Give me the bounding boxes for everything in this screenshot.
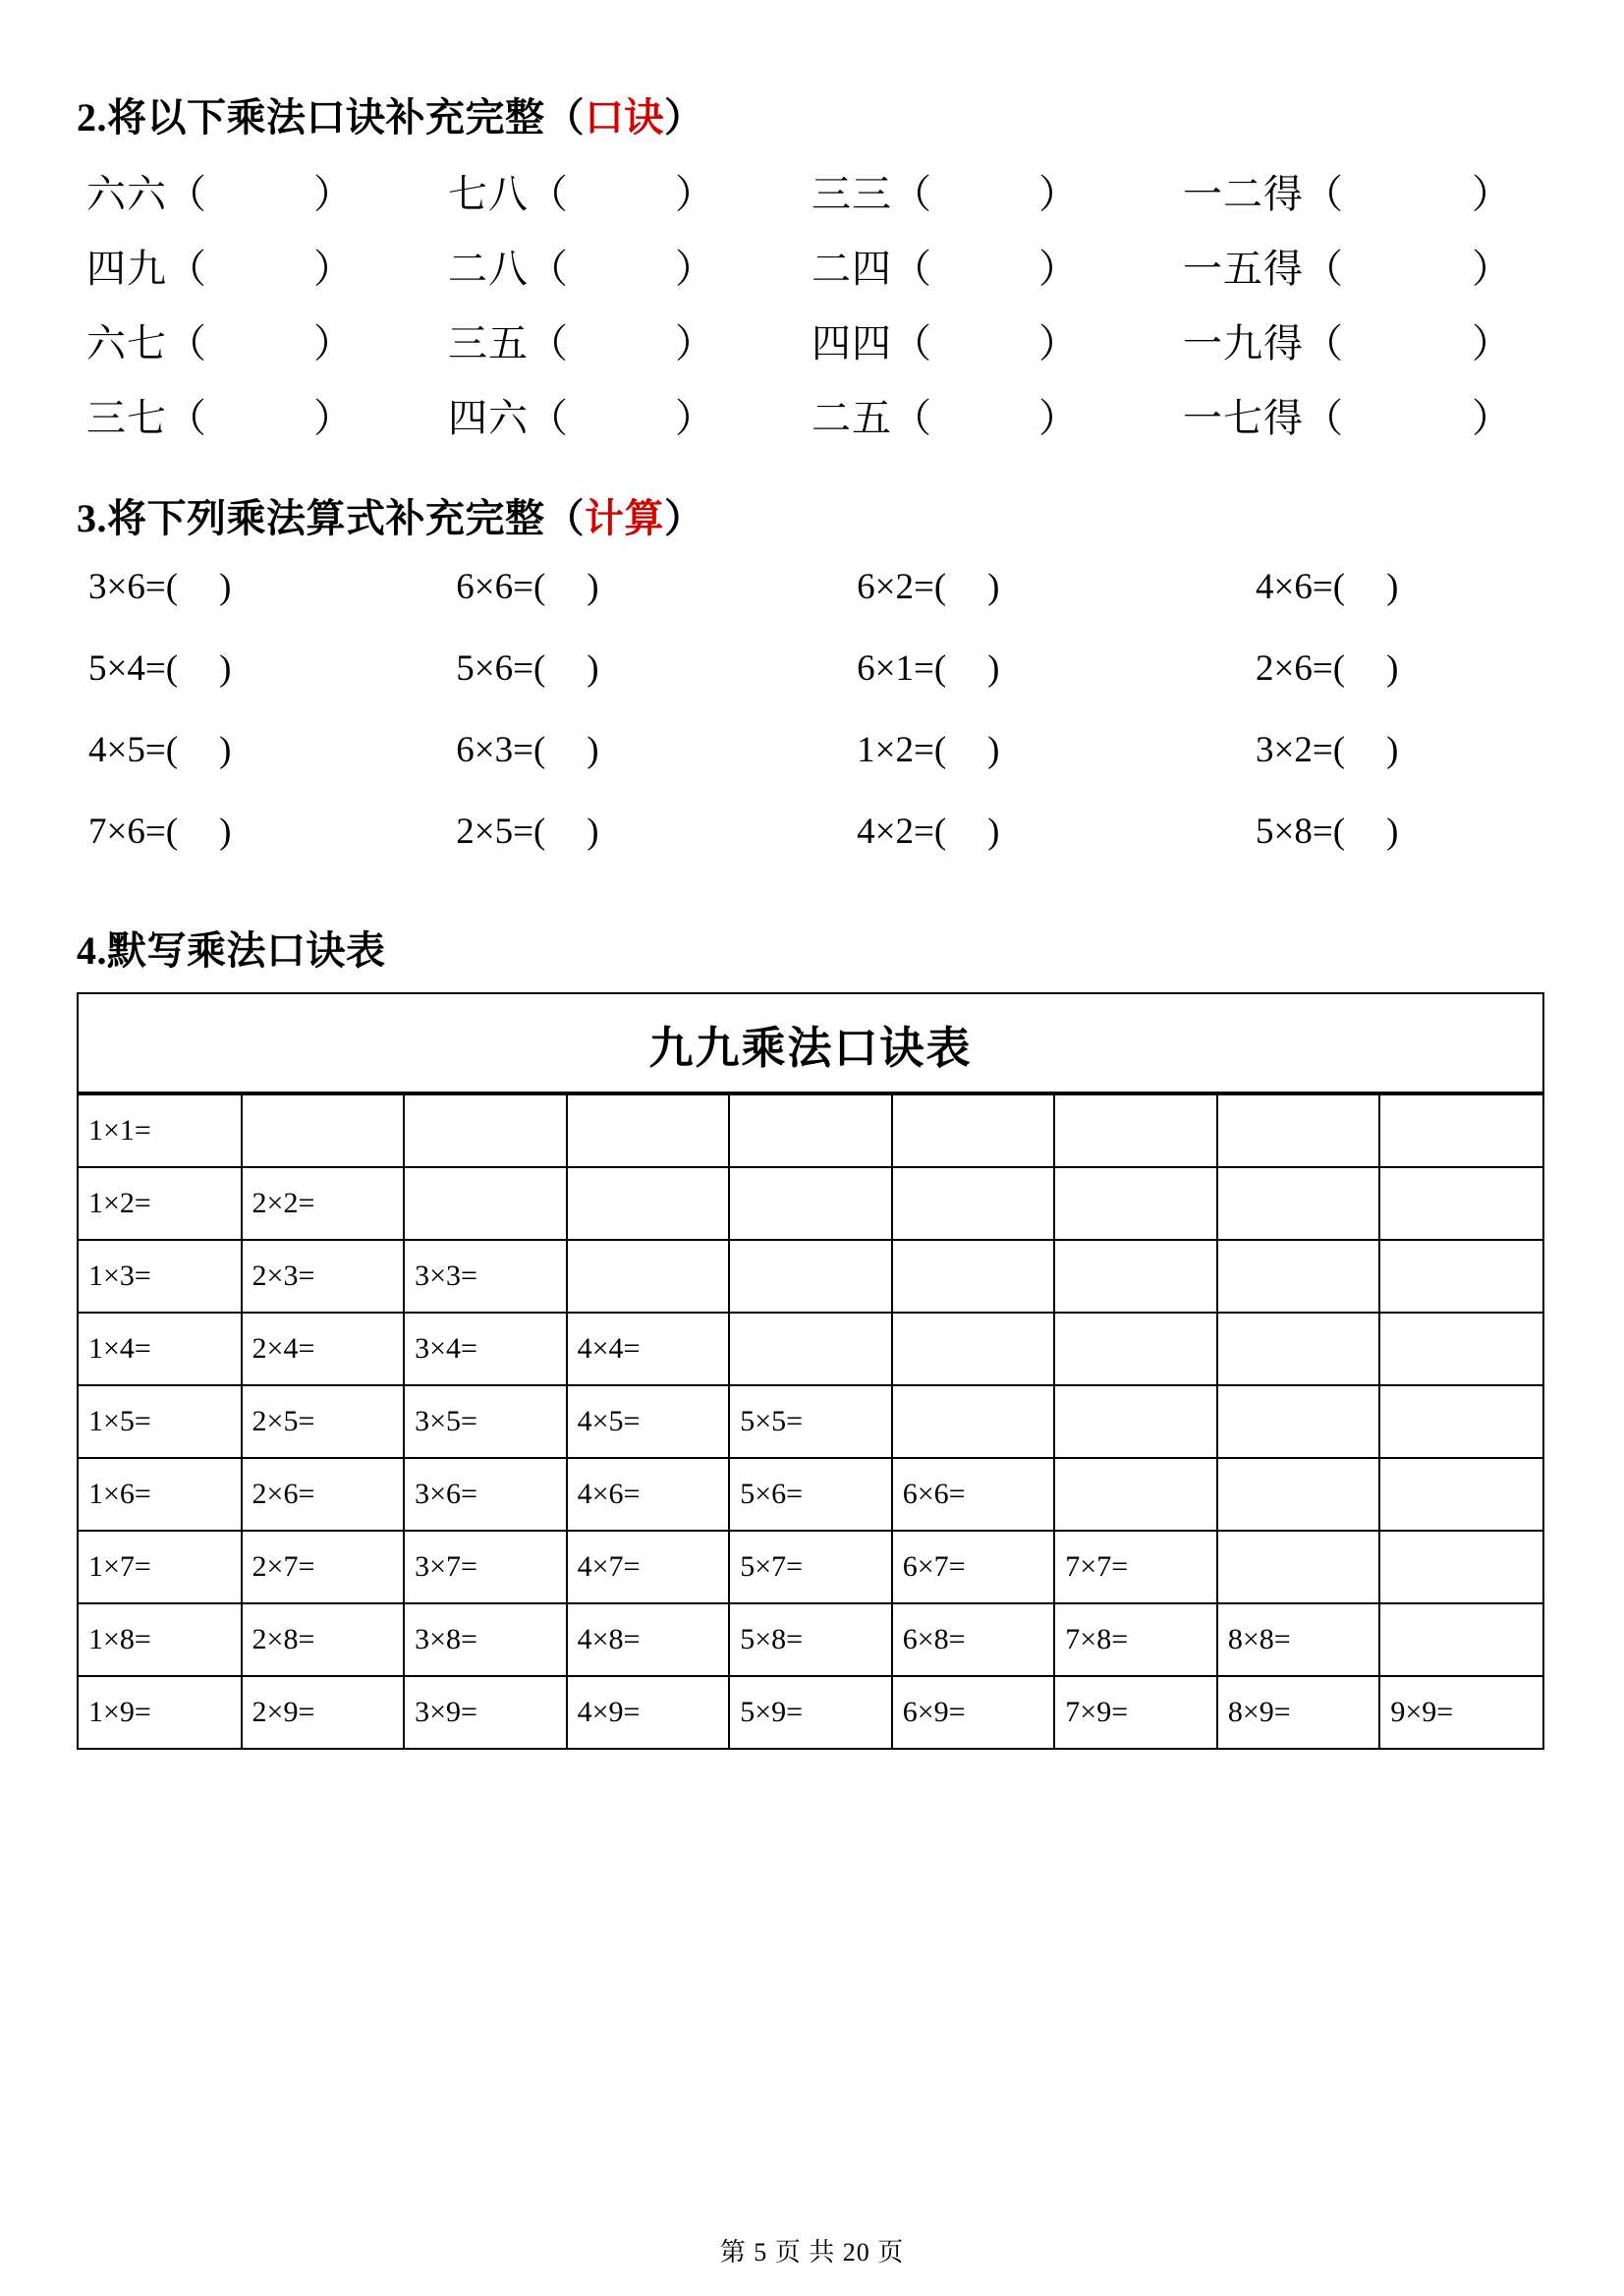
multiplication-prompt: 6×1=(	[857, 648, 947, 689]
table-cell[interactable]	[567, 1094, 730, 1167]
multiplication-prompt: 6×2=(	[857, 567, 947, 607]
table-cell[interactable]: 6×6=	[892, 1458, 1055, 1531]
multiplication-close: )	[587, 730, 599, 770]
oral-formula-close: ）	[1038, 396, 1078, 440]
oral-formula-row	[86, 387, 1547, 462]
oral-formula-item	[812, 163, 1183, 219]
oral-formula-close: ）	[313, 247, 353, 291]
multiplication-block	[77, 566, 1547, 892]
table-row	[79, 1385, 1542, 1458]
section-4-heading	[77, 927, 1547, 975]
multiplication-close: )	[587, 567, 599, 607]
oral-formula-prompt: 三七（	[86, 396, 207, 440]
multiplication-row	[88, 566, 1547, 647]
oral-formula-item	[1183, 387, 1517, 443]
oral-formula-close: ）	[1038, 321, 1078, 365]
table-row	[79, 1603, 1542, 1676]
multiplication-prompt: 2×6=(	[1256, 648, 1346, 689]
table-cell[interactable]	[1054, 1458, 1217, 1531]
table-cell[interactable]: 2×4=	[242, 1313, 405, 1385]
table-cell[interactable]	[1379, 1240, 1542, 1313]
table-cell[interactable]: 7×9=	[1054, 1676, 1217, 1748]
table-cell[interactable]: 2×5=	[242, 1385, 405, 1458]
multiplication-close: )	[219, 812, 232, 852]
table-cell[interactable]: 8×8=	[1217, 1603, 1380, 1676]
table-cell[interactable]	[1379, 1167, 1542, 1240]
table-cell[interactable]: 4×9=	[567, 1676, 730, 1748]
table-cell[interactable]	[1054, 1313, 1217, 1385]
oral-formula-close: ）	[313, 396, 353, 440]
table-cell[interactable]: 6×9=	[892, 1676, 1055, 1748]
oral-formula-item	[448, 387, 812, 443]
oral-formula-row	[86, 163, 1547, 238]
table-cell[interactable]: 9×9=	[1379, 1676, 1542, 1748]
oral-formula-prompt: 一五得（	[1183, 247, 1344, 291]
table-cell[interactable]	[1379, 1458, 1542, 1531]
oral-formula-prompt: 三三（	[812, 172, 932, 216]
oral-formula-item	[86, 387, 448, 443]
table-cell[interactable]: 6×8=	[892, 1603, 1055, 1676]
section-4-number: 4.	[77, 928, 107, 973]
multiplication-close: )	[987, 812, 1000, 852]
table-cell[interactable]: 3×4=	[404, 1313, 567, 1385]
oral-formula-close: ）	[675, 247, 714, 291]
multiplication-prompt: 4×2=(	[857, 812, 947, 852]
table-cell[interactable]: 4×4=	[567, 1313, 730, 1385]
table-cell[interactable]: 7×8=	[1054, 1603, 1217, 1676]
table-cell[interactable]: 5×9=	[729, 1676, 892, 1748]
table-cell[interactable]	[1054, 1385, 1217, 1458]
oral-formula-item	[1183, 238, 1517, 294]
table-cell[interactable]: 3×7=	[404, 1531, 567, 1603]
oral-formula-prompt: 三五（	[448, 321, 569, 365]
oral-formula-prompt: 四九（	[86, 247, 207, 291]
multiplication-close: )	[987, 730, 1000, 770]
table-cell[interactable]: 4×7=	[567, 1531, 730, 1603]
oral-formula-item	[1183, 163, 1517, 219]
multiplication-item	[456, 566, 857, 608]
section-3-heading	[77, 495, 1547, 542]
table-cell[interactable]	[1379, 1094, 1542, 1167]
section-4-title: 默写乘法口诀表	[107, 928, 386, 973]
section-3-number: 3.	[77, 496, 107, 540]
oral-formula-prompt: 四四（	[812, 321, 932, 365]
section-3-accent: 计算	[585, 496, 664, 540]
table-cell[interactable]	[1054, 1167, 1217, 1240]
oral-formula-prompt: 二四（	[812, 247, 932, 291]
table-cell[interactable]: 3×8=	[404, 1603, 567, 1676]
table-cell[interactable]: 5×5=	[729, 1385, 892, 1458]
table-cell[interactable]	[1217, 1094, 1380, 1167]
multiplication-prompt: 5×8=(	[1256, 812, 1346, 852]
table-cell[interactable]	[892, 1167, 1055, 1240]
oral-formula-close: ）	[313, 321, 353, 365]
oral-formula-prompt: 一九得（	[1183, 321, 1344, 365]
table-cell[interactable]: 4×5=	[567, 1385, 730, 1458]
multiplication-prompt: 4×5=(	[88, 730, 179, 770]
table-cell[interactable]: 5×6=	[729, 1458, 892, 1531]
oral-formula-close: ）	[675, 172, 714, 216]
oral-formula-close: ）	[1472, 247, 1511, 291]
oral-formula-close: ）	[313, 172, 353, 216]
multiplication-table-wrapper	[77, 992, 1544, 1750]
multiplication-prompt: 1×2=(	[857, 730, 947, 770]
oral-formula-item	[812, 312, 1183, 368]
table-cell[interactable]	[1379, 1385, 1542, 1458]
table-cell[interactable]: 1×7=	[79, 1531, 242, 1603]
multiplication-prompt: 3×6=(	[88, 567, 179, 607]
table-cell[interactable]: 2×8=	[242, 1603, 405, 1676]
oral-formula-item	[448, 238, 812, 294]
table-row	[79, 1531, 1542, 1603]
multiplication-item	[857, 811, 1256, 853]
table-cell[interactable]: 3×6=	[404, 1458, 567, 1531]
oral-formula-item	[448, 312, 812, 368]
oral-formula-block	[77, 163, 1547, 462]
table-row	[79, 1313, 1542, 1385]
oral-formula-item	[86, 312, 448, 368]
multiplication-prompt: 4×6=(	[1256, 567, 1346, 607]
table-cell[interactable]: 2×3=	[242, 1240, 405, 1313]
table-cell[interactable]: 6×7=	[892, 1531, 1055, 1603]
multiplication-close: )	[587, 648, 599, 689]
multiplication-item	[1256, 647, 1547, 690]
multiplication-item	[1256, 729, 1547, 771]
oral-formula-close: ）	[1472, 396, 1511, 440]
multiplication-item	[456, 729, 857, 771]
table-cell[interactable]: 3×9=	[404, 1676, 567, 1748]
table-cell[interactable]: 5×7=	[729, 1531, 892, 1603]
multiplication-item	[456, 811, 857, 853]
multiplication-close: )	[1386, 730, 1399, 770]
table-cell[interactable]	[404, 1167, 567, 1240]
multiplication-row	[88, 811, 1547, 892]
table-cell[interactable]	[1054, 1094, 1217, 1167]
table-row	[79, 1240, 1542, 1313]
page-footer: 第 5 页 共 20 页	[719, 2238, 905, 2267]
oral-formula-prompt: 六六（	[86, 172, 207, 216]
table-cell[interactable]	[1217, 1240, 1380, 1313]
oral-formula-row	[86, 312, 1547, 387]
table-cell[interactable]	[1379, 1531, 1542, 1603]
table-cell[interactable]	[1217, 1458, 1380, 1531]
multiplication-table-title: 九九乘法口诀表	[79, 994, 1542, 1093]
table-cell[interactable]: 2×6=	[242, 1458, 405, 1531]
multiplication-prompt: 5×6=(	[456, 648, 546, 689]
oral-formula-prompt: 二五（	[812, 396, 932, 440]
oral-formula-item	[812, 387, 1183, 443]
table-cell[interactable]: 3×3=	[404, 1240, 567, 1313]
table-cell[interactable]	[892, 1240, 1055, 1313]
table-cell[interactable]	[1217, 1385, 1380, 1458]
oral-formula-item	[1183, 312, 1517, 368]
multiplication-table	[79, 1093, 1542, 1748]
table-cell[interactable]: 5×8=	[729, 1603, 892, 1676]
oral-formula-prompt: 六七（	[86, 321, 207, 365]
multiplication-item	[456, 647, 857, 690]
multiplication-prompt: 6×6=(	[456, 567, 546, 607]
table-cell[interactable]	[567, 1240, 730, 1313]
table-row	[79, 1458, 1542, 1531]
oral-formula-row	[86, 238, 1547, 312]
table-cell[interactable]: 7×7=	[1054, 1531, 1217, 1603]
multiplication-item	[857, 729, 1256, 771]
oral-formula-prompt: 一七得（	[1183, 396, 1344, 440]
oral-formula-close: ）	[1472, 321, 1511, 365]
table-cell[interactable]: 1×3=	[79, 1240, 242, 1313]
table-row	[79, 1094, 1542, 1167]
table-cell[interactable]	[567, 1167, 730, 1240]
oral-formula-close: ）	[675, 396, 714, 440]
section-3-title-end: ）	[664, 496, 704, 540]
multiplication-item	[1256, 811, 1547, 853]
table-cell[interactable]: 1×5=	[79, 1385, 242, 1458]
multiplication-prompt: 2×5=(	[456, 812, 546, 852]
multiplication-item	[1256, 566, 1547, 608]
table-cell[interactable]	[892, 1094, 1055, 1167]
section-2-heading	[77, 94, 1547, 141]
multiplication-close: )	[1386, 567, 1399, 607]
oral-formula-prompt: 一二得（	[1183, 172, 1344, 216]
multiplication-close: )	[219, 730, 232, 770]
table-cell[interactable]: 4×6=	[567, 1458, 730, 1531]
section-2-accent: 口诀	[585, 95, 664, 140]
table-cell[interactable]	[729, 1240, 892, 1313]
table-cell[interactable]	[242, 1094, 405, 1167]
multiplication-item	[88, 811, 456, 853]
table-row	[79, 1167, 1542, 1240]
multiplication-prompt: 6×3=(	[456, 730, 546, 770]
multiplication-row	[88, 729, 1547, 811]
oral-formula-close: ）	[675, 321, 714, 365]
table-cell[interactable]: 2×7=	[242, 1531, 405, 1603]
multiplication-prompt: 7×6=(	[88, 812, 179, 852]
oral-formula-prompt: 四六（	[448, 396, 569, 440]
table-cell[interactable]	[1054, 1240, 1217, 1313]
oral-formula-close: ）	[1472, 172, 1511, 216]
table-cell[interactable]	[892, 1385, 1055, 1458]
table-cell[interactable]	[1379, 1313, 1542, 1385]
table-cell[interactable]	[1217, 1313, 1380, 1385]
table-cell[interactable]: 1×8=	[79, 1603, 242, 1676]
table-cell[interactable]: 1×9=	[79, 1676, 242, 1748]
table-cell[interactable]	[729, 1313, 892, 1385]
oral-formula-item	[448, 163, 812, 219]
table-cell[interactable]	[729, 1167, 892, 1240]
multiplication-close: )	[219, 648, 232, 689]
section-2-number: 2.	[77, 95, 107, 140]
table-cell[interactable]: 2×9=	[242, 1676, 405, 1748]
table-cell[interactable]: 4×8=	[567, 1603, 730, 1676]
section-2-title-end: ）	[664, 95, 704, 140]
oral-formula-prompt: 七八（	[448, 172, 569, 216]
oral-formula-close: ）	[1038, 247, 1078, 291]
multiplication-close: )	[1386, 648, 1399, 689]
oral-formula-item	[86, 238, 448, 294]
multiplication-close: )	[987, 648, 1000, 689]
section-2-title: 将以下乘法口诀补充完整（	[107, 95, 585, 140]
table-cell[interactable]: 1×1=	[79, 1094, 242, 1167]
multiplication-prompt: 3×2=(	[1256, 730, 1346, 770]
table-cell[interactable]: 2×2=	[242, 1167, 405, 1240]
table-cell[interactable]	[729, 1094, 892, 1167]
multiplication-item	[857, 647, 1256, 690]
table-cell[interactable]	[404, 1094, 567, 1167]
multiplication-item	[88, 566, 456, 608]
oral-formula-item	[812, 238, 1183, 294]
table-cell[interactable]: 1×4=	[79, 1313, 242, 1385]
multiplication-close: )	[587, 812, 599, 852]
table-cell[interactable]	[1217, 1167, 1380, 1240]
table-cell[interactable]: 1×6=	[79, 1458, 242, 1531]
table-cell[interactable]: 1×2=	[79, 1167, 242, 1240]
table-cell[interactable]	[1217, 1531, 1380, 1603]
multiplication-close: )	[1386, 812, 1399, 852]
table-cell[interactable]	[1379, 1603, 1542, 1676]
table-row	[79, 1676, 1542, 1748]
multiplication-item	[88, 647, 456, 690]
table-cell[interactable]: 8×9=	[1217, 1676, 1380, 1748]
oral-formula-close: ）	[1038, 172, 1078, 216]
oral-formula-prompt: 二八（	[448, 247, 569, 291]
table-cell[interactable]: 3×5=	[404, 1385, 567, 1458]
oral-formula-item	[86, 163, 448, 219]
multiplication-close: )	[219, 567, 232, 607]
multiplication-row	[88, 647, 1547, 729]
multiplication-item	[88, 729, 456, 771]
multiplication-close: )	[987, 567, 1000, 607]
multiplication-prompt: 5×4=(	[88, 648, 179, 689]
section-3-title: 将下列乘法算式补充完整（	[107, 496, 585, 540]
multiplication-item	[857, 566, 1256, 608]
table-cell[interactable]	[892, 1313, 1055, 1385]
